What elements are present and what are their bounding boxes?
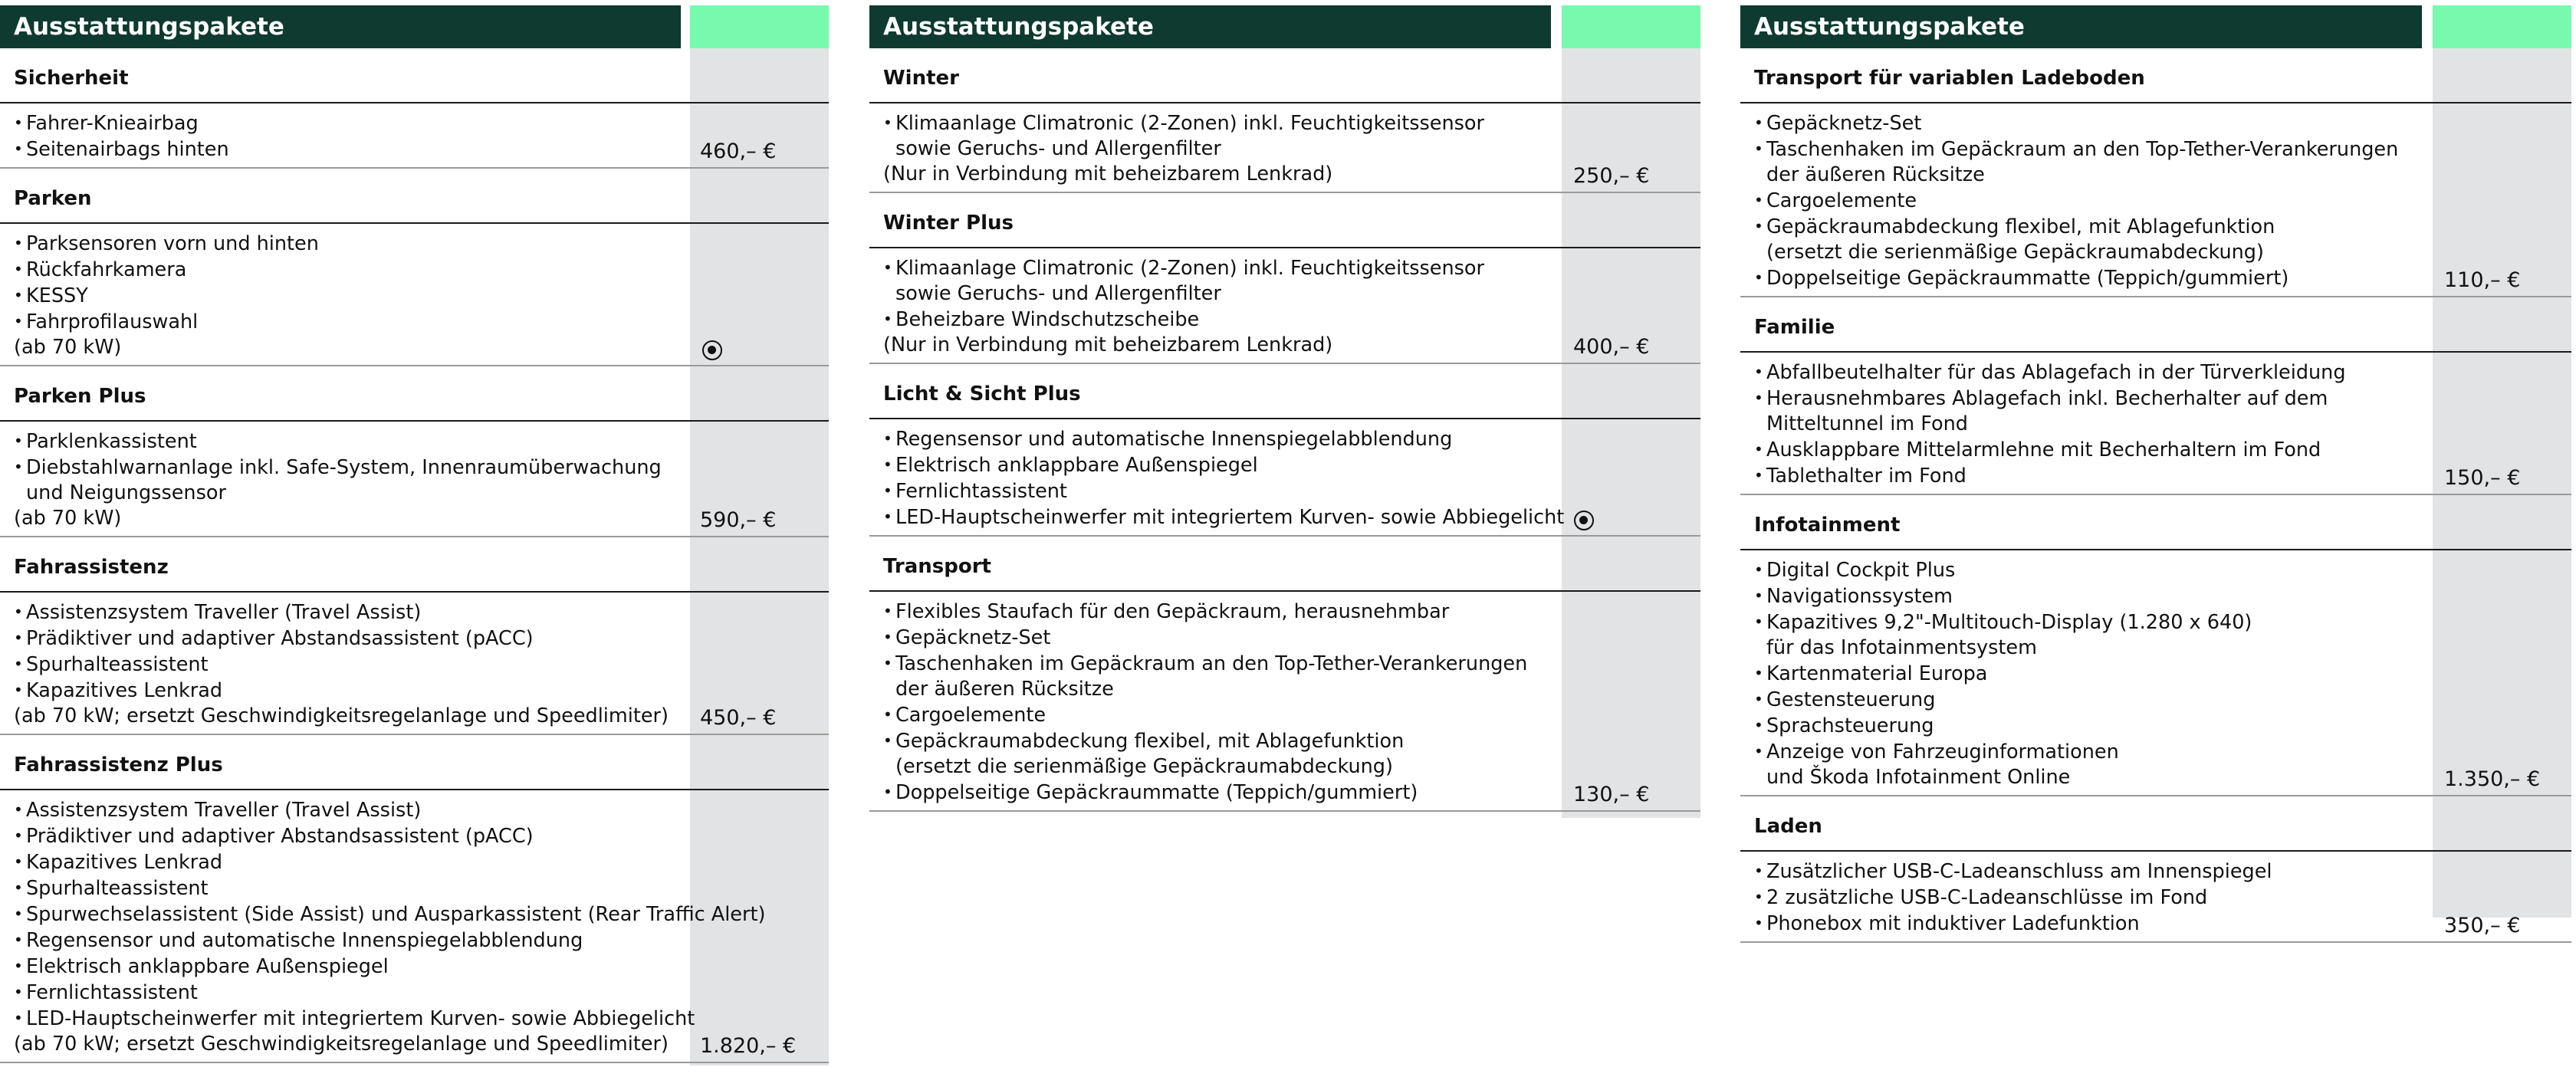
feature-item: • Assistenzsystem Traveller (Travel Assist) [14, 599, 829, 626]
package-title: Transport [869, 537, 1700, 592]
feature-item: sowie Geruchs- und Allergenfilter [895, 282, 1221, 305]
header-accent-block [690, 5, 829, 48]
feature-item: • LED-Hauptscheinwerfer mit integriertem Kurven- sowie Abbiegelicht [14, 1006, 829, 1032]
column-header: Ausstattungspakete [0, 5, 681, 48]
package-title: Winter [869, 48, 1700, 103]
package-title: Parken Plus [0, 366, 829, 422]
feature-item: • Gepäckraumabdeckung flexibel, mit Ablagefunktion [1754, 214, 2571, 240]
package-section [869, 364, 1700, 537]
feature-item: • Parklenkassistent [14, 429, 829, 455]
package-section [1740, 48, 2571, 297]
feature-item: • Kapazitives 9,2"-Multitouch-Display (1.280 x 640) [1754, 609, 2571, 635]
package-section [869, 48, 1700, 193]
package-price: 250,– € [1573, 164, 1650, 188]
feature-item: • Taschenhaken im Gepäckraum an den Top-Tether-Verankerungen [883, 651, 1700, 677]
feature-item: • Fernlichtassistent [14, 980, 829, 1006]
package-list [869, 48, 1700, 812]
feature-item: • Ausklappbare Mittelarmlehne mit Becherhaltern im Fond [1754, 437, 2571, 463]
feature-note: (ab 70 kW) [14, 507, 122, 530]
feature-item: der äußeren Rücksitze [895, 678, 1114, 701]
feature-item: • Taschenhaken im Gepäckraum an den Top-Tether-Verankerungen [1754, 136, 2571, 163]
feature-item: • Digital Cockpit Plus [1754, 557, 2571, 583]
package-price: 400,– € [1573, 335, 1650, 359]
package-body [0, 103, 829, 169]
package-section [869, 193, 1700, 364]
package-title: Sicherheit [0, 48, 829, 103]
feature-item: • Herausnehmbares Ablagefach inkl. Becherhalter auf dem [1754, 386, 2571, 412]
feature-item: • Assistenzsystem Traveller (Travel Assist) [14, 797, 829, 823]
feature-list [869, 599, 1700, 806]
package-title: Laden [1740, 796, 2571, 852]
feature-item: für das Infotainmentsystem [1766, 636, 2037, 659]
feature-item: Mitteltunnel im Fond [1766, 412, 1968, 435]
feature-item: • Abfallbeutelhalter für das Ablagefach in der Türverkleidung [1754, 360, 2571, 386]
package-section [0, 48, 829, 169]
package-section [1740, 796, 2571, 943]
feature-item: sowie Geruchs- und Allergenfilter [895, 137, 1221, 160]
feature-item: • Flexibles Staufach für den Gepäckraum, herausnehmbar [883, 599, 1700, 625]
package-price: 110,– € [2444, 268, 2521, 292]
feature-item: • Cargoelemente [1754, 188, 2571, 214]
feature-item: (ersetzt die serienmäßige Gepäckraumabdeckung) [895, 755, 1393, 778]
feature-item: • Kapazitives Lenkrad [14, 849, 829, 875]
header-accent-block [1562, 5, 1700, 48]
package-section [0, 169, 829, 366]
feature-item: • Regensensor und automatische Innenspiegelabblendung [14, 928, 829, 954]
feature-item: • Spurhalteassistent [14, 875, 829, 901]
feature-item: • Zusätzlicher USB-C-Ladeanschluss am Innenspiegel [1754, 859, 2571, 885]
package-body [869, 592, 1700, 812]
feature-list [1740, 110, 2571, 291]
package-price: 350,– € [2444, 914, 2521, 937]
package-section [0, 735, 829, 1063]
feature-note: (ab 70 kW; ersetzt Geschwindigkeitsregelanlage und Speedlimiter) [14, 704, 669, 727]
feature-item: • Fernlichtassistent [883, 478, 1700, 504]
package-title: Licht & Sicht Plus [869, 364, 1700, 419]
package-title: Familie [1740, 297, 2571, 353]
feature-item: • Klimaanlage Climatronic (2-Zonen) inkl. Feuchtigkeitssensor [883, 255, 1700, 281]
package-price: 1.820,– € [700, 1034, 797, 1058]
feature-item: • Kartenmaterial Europa [1754, 661, 2571, 687]
feature-item: • Tablethalter im Fond [1754, 463, 2571, 489]
package-price: 130,– € [1573, 783, 1650, 806]
package-list [1740, 48, 2571, 943]
package-section [0, 366, 829, 537]
feature-item: • Spurwechselassistent (Side Assist) und Ausparkassistent (Rear Traffic Alert) [14, 901, 829, 928]
feature-item: • Navigationssystem [1754, 583, 2571, 609]
package-title: Parken [0, 169, 829, 224]
package-body [869, 419, 1700, 537]
package-price: 450,– € [700, 706, 777, 730]
package-section [1740, 495, 2571, 796]
package-section [869, 537, 1700, 812]
feature-item: und Neigungssensor [26, 481, 226, 504]
feature-item: • Prädiktiver und adaptiver Abstandsassistent (pACC) [14, 823, 829, 849]
feature-item: • Parksensoren vorn und hinten [14, 231, 829, 257]
feature-item: • Rückfahrkamera [14, 257, 829, 283]
feature-note: (ab 70 kW) [14, 336, 122, 359]
package-body [1740, 550, 2571, 796]
package-section [0, 537, 829, 735]
package-title: Fahrassistenz [0, 537, 829, 593]
feature-item: • Cargoelemente [883, 702, 1700, 728]
feature-item: • Gepäckraumabdeckung flexibel, mit Ablagefunktion [883, 728, 1700, 754]
column-header: Ausstattungspakete [1740, 5, 2422, 48]
feature-item: • Sprachsteuerung [1754, 713, 2571, 739]
feature-item: der äußeren Rücksitze [1766, 163, 1985, 186]
feature-item: • Fahrer-Knieairbag [14, 110, 829, 136]
feature-item: • Phonebox mit induktiver Ladefunktion [1754, 911, 2571, 937]
package-body [869, 103, 1700, 193]
feature-note: (ab 70 kW; ersetzt Geschwindigkeitsregelanlage und Speedlimiter) [14, 1033, 669, 1056]
standard-equipment-icon [1574, 511, 1594, 530]
feature-item: • Prädiktiver und adaptiver Abstandsassistent (pACC) [14, 626, 829, 652]
header-accent-block [2433, 5, 2571, 48]
feature-list [1740, 557, 2571, 790]
feature-item: • Anzeige von Fahrzeuginformationen [1754, 739, 2571, 765]
feature-item: • Spurhalteassistent [14, 652, 829, 678]
package-body [0, 422, 829, 537]
package-price: 460,– € [700, 140, 777, 163]
feature-item: • Klimaanlage Climatronic (2-Zonen) inkl. Feuchtigkeitssensor [883, 110, 1700, 136]
package-section [1740, 297, 2571, 495]
package-body [0, 593, 829, 735]
feature-list [0, 231, 829, 360]
package-price: 590,– € [700, 508, 777, 532]
feature-item: und Škoda Infotainment Online [1766, 766, 2071, 789]
feature-item: • Doppelseitige Gepäckraummatte (Teppich/gummiert) [1754, 265, 2571, 291]
standard-equipment-icon [702, 340, 722, 360]
package-body [0, 790, 829, 1063]
feature-item: • Elektrisch anklappbare Außenspiegel [883, 452, 1700, 478]
feature-note: (Nur in Verbindung mit beheizbarem Lenkrad) [883, 163, 1333, 186]
package-price: 1.350,– € [2444, 767, 2541, 791]
feature-item: • Doppelseitige Gepäckraummatte (Teppich/gummiert) [883, 780, 1700, 806]
feature-item: • LED-Hauptscheinwerfer mit integriertem Kurven- sowie Abbiegelicht [883, 504, 1700, 530]
feature-item: • Regensensor und automatische Innenspiegelabblendung [883, 426, 1700, 452]
feature-item: (ersetzt die serienmäßige Gepäckraumabdeckung) [1766, 241, 2264, 264]
feature-list [0, 797, 829, 1057]
feature-item: • 2 zusätzliche USB-C-Ladeanschlüsse im Fond [1754, 885, 2571, 911]
package-title: Winter Plus [869, 193, 1700, 248]
feature-item: • Fahrprofilauswahl [14, 309, 829, 335]
feature-item: • Seitenairbags hinten [14, 136, 829, 163]
column-header: Ausstattungspakete [869, 5, 1551, 48]
package-body [1740, 353, 2571, 495]
package-body [869, 248, 1700, 364]
package-title: Infotainment [1740, 495, 2571, 550]
package-price: 150,– € [2444, 466, 2521, 490]
package-title: Transport für variablen Ladeboden [1740, 48, 2571, 103]
feature-item: • Gepäcknetz-Set [1754, 110, 2571, 136]
feature-item: • Diebstahlwarnanlage inkl. Safe-System, Innenraumüberwachung [14, 455, 829, 481]
package-body [1740, 103, 2571, 297]
feature-note: (Nur in Verbindung mit beheizbarem Lenkrad) [883, 333, 1333, 356]
feature-item: • Elektrisch anklappbare Außenspiegel [14, 954, 829, 980]
package-body [0, 224, 829, 366]
feature-item: • Gepäcknetz-Set [883, 625, 1700, 651]
package-list [0, 48, 829, 1063]
package-title: Fahrassistenz Plus [0, 735, 829, 790]
feature-item: • KESSY [14, 283, 829, 309]
feature-item: • Gestensteuerung [1754, 687, 2571, 713]
feature-item: • Kapazitives Lenkrad [14, 678, 829, 704]
feature-item: • Beheizbare Windschutzscheibe [883, 307, 1700, 333]
package-body [1740, 852, 2571, 943]
